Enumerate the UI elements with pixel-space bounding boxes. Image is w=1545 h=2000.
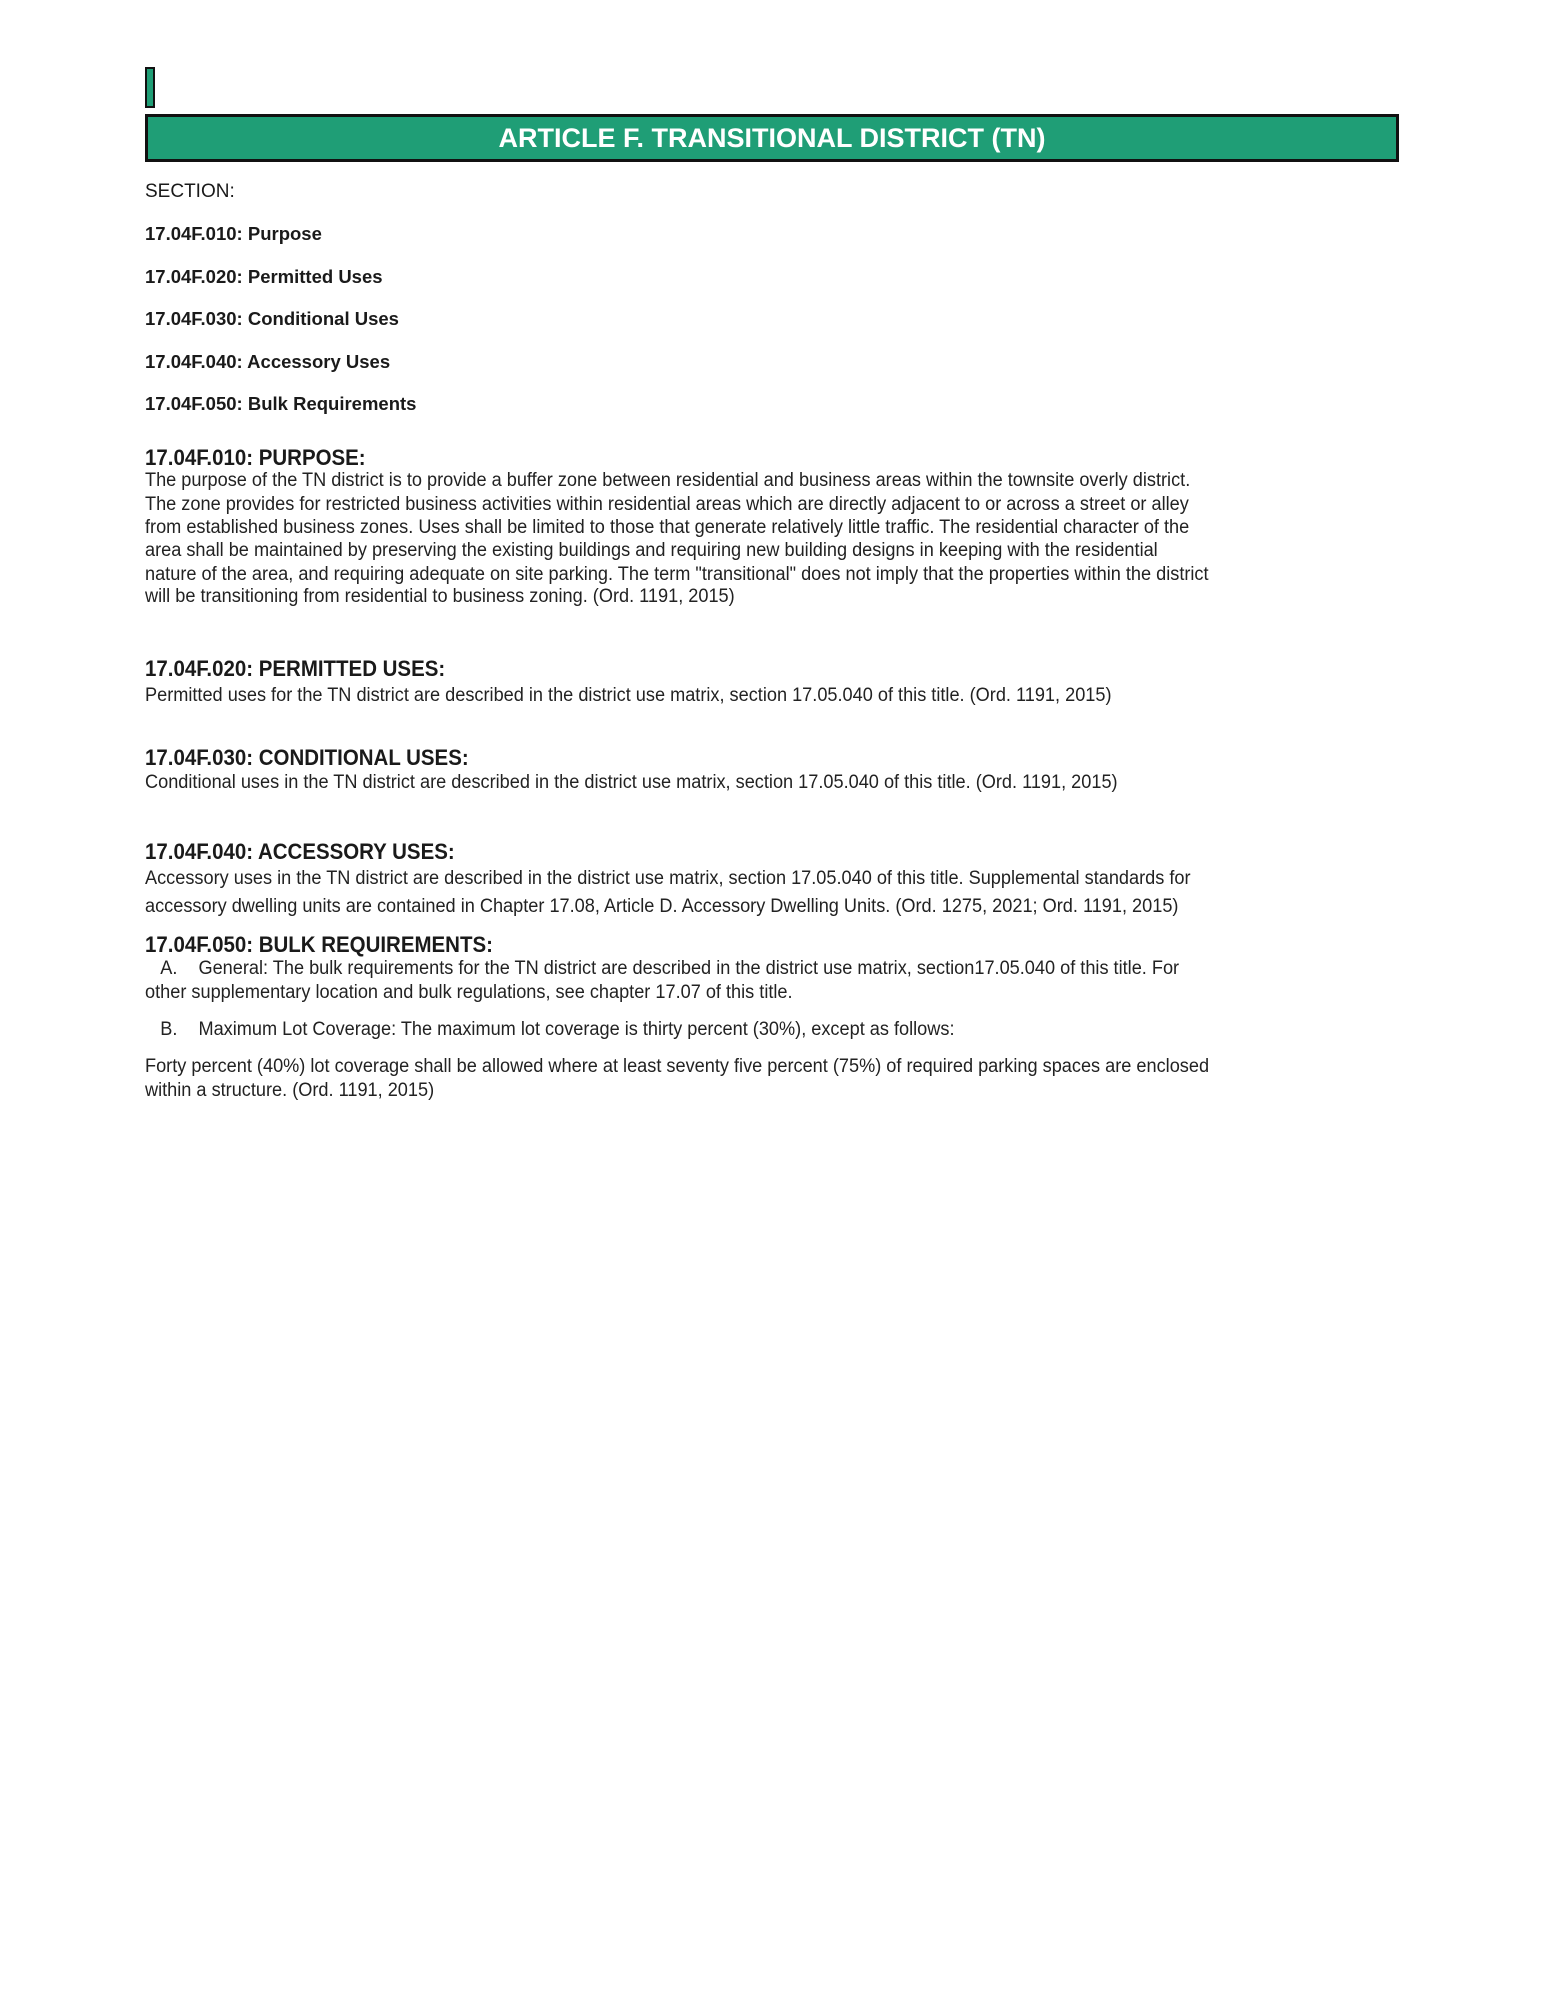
toc-item-purpose: 17.04F.010: Purpose	[145, 223, 322, 244]
toc-item-conditional-uses: 17.04F.030: Conditional Uses	[145, 308, 399, 329]
purpose-text-line: The zone provides for restricted business activities within residential areas which are directly adjacent to or across a street or alley	[145, 494, 1189, 515]
section-heading-conditional-uses: 17.04F.030: CONDITIONAL USES:	[145, 745, 469, 770]
toc-item-accessory-uses: 17.04F.040: Accessory Uses	[145, 351, 391, 372]
purpose-text-line: nature of the area, and requiring adequate on site parking. The term "transitional" does not imply that the properties within the district	[145, 564, 1209, 585]
section-heading-bulk-requirements: 17.04F.050: BULK REQUIREMENTS:	[145, 932, 493, 957]
header-marker-bar	[145, 67, 155, 108]
purpose-text-line: The purpose of the TN district is to provide a buffer zone between residential and business areas within the townsite overly district.	[145, 470, 1191, 491]
bulk-item-a-continuation: other supplementary location and bulk regulations, see chapter 17.07 of this title.	[145, 982, 793, 1003]
section-list-label: SECTION:	[145, 181, 235, 202]
accessory-uses-text-line: accessory dwelling units are contained in Chapter 17.08, Article D. Accessory Dwelling Units. (Ord. 1275, 2021; Ord. 1191, 2015)	[145, 896, 1179, 917]
bulk-item-a	[145, 959, 1179, 978]
bulk-item-b	[145, 1020, 954, 1039]
permitted-uses-text: Permitted uses for the TN district are described in the district use matrix, section 17.05.040 of this title. (Ord. 1191, 2015)	[145, 685, 1112, 706]
bulk-item-b-text: Maximum Lot Coverage: The maximum lot coverage is thirty percent (30%), except as follows:	[198, 1019, 955, 1040]
bulk-item-a-text: General: The bulk requirements for the TN district are described in the district use matrix, section17.05.040 of this title. For	[198, 958, 1180, 979]
toc-item-bulk-requirements: 17.04F.050: Bulk Requirements	[145, 393, 417, 414]
bulk-item-a-marker: A.	[160, 958, 178, 979]
conditional-uses-text: Conditional uses in the TN district are described in the district use matrix, section 17.05.040 of this title. (Ord. 1191, 2015)	[145, 772, 1118, 793]
purpose-text-line: from established business zones. Uses shall be limited to those that generate relatively little traffic. The residential character of the	[145, 517, 1190, 538]
section-heading-purpose: 17.04F.010: PURPOSE:	[145, 445, 366, 470]
bulk-item-b-marker: B.	[160, 1019, 178, 1040]
bulk-exception-line: within a structure. (Ord. 1191, 2015)	[145, 1080, 435, 1101]
article-title-banner	[145, 114, 1399, 162]
accessory-uses-text-line: Accessory uses in the TN district are described in the district use matrix, section 17.05.040 of this title. Supplemental standards for	[145, 868, 1191, 889]
bulk-exception-line: Forty percent (40%) lot coverage shall be allowed where at least seventy five percent (75%) of required parking spaces are enclosed	[145, 1056, 1210, 1077]
toc-item-permitted-uses: 17.04F.020: Permitted Uses	[145, 266, 383, 287]
section-heading-permitted-uses: 17.04F.020: PERMITTED USES:	[145, 656, 446, 681]
purpose-text-line: area shall be maintained by preserving the existing buildings and requiring new building designs in keeping with the residential	[145, 540, 1158, 561]
purpose-text-line: will be transitioning from residential to business zoning. (Ord. 1191, 2015)	[145, 586, 735, 607]
section-heading-accessory-uses: 17.04F.040: ACCESSORY USES:	[145, 839, 455, 864]
article-title: ARTICLE F. TRANSITIONAL DISTRICT (TN)	[498, 122, 1046, 153]
